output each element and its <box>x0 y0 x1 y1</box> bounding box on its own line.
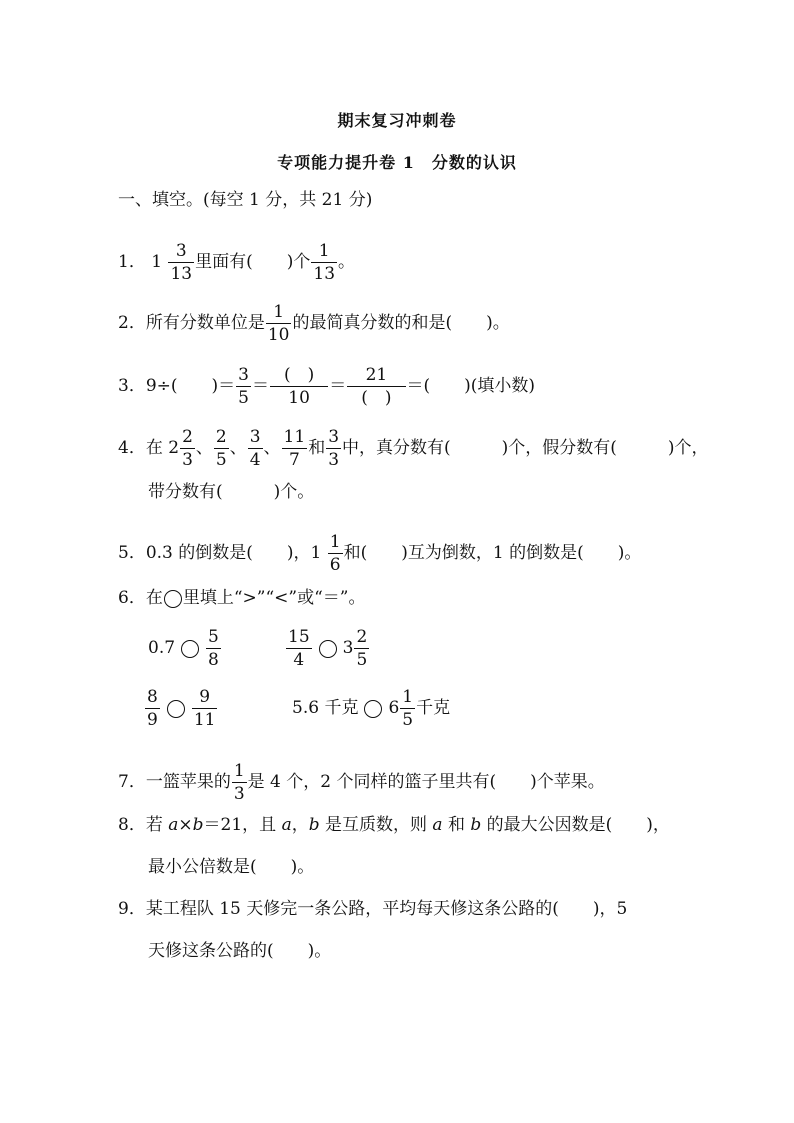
compare-item-3 <box>144 688 218 729</box>
fraction <box>206 628 221 669</box>
fraction-bar <box>311 262 337 263</box>
fraction <box>214 428 229 469</box>
question-text: 在 <box>145 438 169 458</box>
separator: 、 <box>263 438 281 458</box>
compare-circle[interactable] <box>181 640 199 658</box>
question-number: 5． <box>118 543 146 563</box>
fraction <box>270 366 328 407</box>
question-number: 6． <box>118 588 146 608</box>
numerator: 3 <box>249 427 261 447</box>
equals-sign: ＝ <box>251 376 269 396</box>
variable-b: b <box>470 815 482 835</box>
question-text: 中，真分数有( )个，假分数有( )个， <box>342 438 709 458</box>
compare-item-4 <box>292 688 450 729</box>
numerator: 11 <box>283 427 306 447</box>
whole-part: 3 <box>342 638 354 658</box>
fraction-bar <box>214 448 229 449</box>
numerator: 1 <box>329 532 341 552</box>
question-5 <box>118 533 641 574</box>
separator: 、 <box>229 438 247 458</box>
whole-part: 1 <box>151 252 163 272</box>
question-number: 9． <box>118 899 146 919</box>
equals-sign: ＝ <box>329 376 347 396</box>
question-number: 3． <box>118 376 146 396</box>
fraction-bar <box>282 448 308 449</box>
denominator: 8 <box>208 650 219 670</box>
denominator: 4 <box>293 650 305 670</box>
denominator: 6 <box>329 555 341 575</box>
variable-a: a <box>432 815 443 835</box>
question-8-continued: 最小公倍数是( )。 <box>148 857 315 877</box>
fraction <box>326 428 341 469</box>
fraction-bar <box>180 448 195 449</box>
fraction <box>347 366 405 407</box>
denominator: ( ) <box>361 388 392 408</box>
numerator: 5 <box>208 627 219 647</box>
numerator: 3 <box>328 427 340 447</box>
question-4-continued: 带分数有( )个。 <box>148 482 315 502</box>
question-text: ， <box>291 815 309 835</box>
denominator: 11 <box>193 710 216 730</box>
separator: 、 <box>195 438 213 458</box>
question-3 <box>118 366 535 407</box>
question-number: 7． <box>118 772 146 792</box>
fraction-bar <box>206 648 221 649</box>
question-number: 8． <box>118 815 146 835</box>
section-heading: 一、填空。(每空 1 分，共 21 分) <box>118 190 373 210</box>
question-text: 。 <box>338 252 356 272</box>
fraction <box>282 428 308 469</box>
question-number: 1． <box>118 252 146 272</box>
numerator: 2 <box>356 627 368 647</box>
question-text: 0.3 的倒数是( )，1 <box>145 543 327 563</box>
denominator: 3 <box>328 450 340 470</box>
numerator: ( ) <box>283 365 315 385</box>
fraction-bar <box>328 553 343 554</box>
numerator: 2 <box>182 427 193 447</box>
whole-part: 6 <box>388 698 400 718</box>
fraction <box>354 628 369 669</box>
variable-a: a <box>281 815 292 835</box>
fraction-bar <box>266 323 292 324</box>
whole-part: 2 <box>168 438 180 458</box>
question-text: 在 <box>145 588 163 608</box>
denominator: 10 <box>288 388 310 408</box>
fraction <box>266 303 292 344</box>
question-text: 和( )互为倒数，1 的倒数是( )。 <box>343 543 642 563</box>
fraction-bar <box>145 708 160 709</box>
compare-circle[interactable] <box>364 700 382 718</box>
denominator: 5 <box>356 650 368 670</box>
left-value: 5.6 千克 <box>292 698 359 718</box>
numerator: 2 <box>215 427 227 447</box>
denominator: 9 <box>147 710 158 730</box>
numerator: 3 <box>238 365 249 385</box>
fraction <box>328 533 343 574</box>
compare-item-2 <box>285 628 370 669</box>
compare-circle[interactable] <box>167 700 185 718</box>
question-9 <box>118 899 627 919</box>
variable-a: a <box>168 815 179 835</box>
fraction <box>168 242 194 283</box>
numerator: 9 <box>199 687 211 707</box>
left-value: 0.7 <box>148 638 176 658</box>
question-text: 里面有( )个 <box>195 252 311 272</box>
numerator: 21 <box>365 365 388 385</box>
fraction <box>232 762 247 803</box>
question-number: 4． <box>118 438 146 458</box>
variable-b: b <box>308 815 320 835</box>
question-number: 2． <box>118 313 146 333</box>
numerator: 8 <box>147 687 158 707</box>
fraction-bar <box>326 448 341 449</box>
fraction-bar <box>232 782 247 783</box>
fraction <box>400 688 415 729</box>
fraction <box>311 242 337 283</box>
question-text: 某工程队 15 天修完一条公路，平均每天修这条公路的( )，5 <box>145 899 628 919</box>
question-text: 的最大公因数是( )， <box>481 815 670 835</box>
question-text: 一篮苹果的 <box>145 772 231 792</box>
denominator: 13 <box>170 264 193 284</box>
compare-item-1 <box>148 628 222 669</box>
denominator: 10 <box>267 325 290 345</box>
fraction-bar <box>270 386 328 387</box>
question-text: ＝( )(填小数) <box>406 376 536 396</box>
question-text: 9÷( )＝ <box>145 376 236 396</box>
question-text: 里填上“>”“<”或“＝”。 <box>182 588 366 608</box>
fraction <box>180 428 195 469</box>
denominator: 7 <box>288 450 300 470</box>
question-8 <box>118 815 670 835</box>
circle-blank-icon <box>164 590 182 608</box>
question-text: 是 4 个，2 个同样的篮子里共有( )个苹果。 <box>247 772 605 792</box>
compare-circle[interactable] <box>319 640 337 658</box>
fraction-bar <box>400 708 415 709</box>
denominator: 5 <box>402 710 414 730</box>
numerator: 1 <box>318 241 330 261</box>
denominator: 5 <box>215 450 227 470</box>
fraction <box>286 628 312 669</box>
exam-subtitle: 专项能力提升卷 1 分数的认识 <box>277 153 517 172</box>
denominator: 13 <box>313 264 336 284</box>
question-text: 的最简真分数的和是( )。 <box>292 313 510 333</box>
numerator: 1 <box>273 302 285 322</box>
fraction-bar <box>347 386 405 387</box>
question-text: 和 <box>442 815 471 835</box>
denominator: 3 <box>233 784 245 804</box>
fraction <box>145 688 160 729</box>
question-2 <box>118 303 510 344</box>
fraction-bar <box>192 708 218 709</box>
variable-b: b <box>192 815 204 835</box>
fraction <box>236 366 251 407</box>
denominator: 4 <box>249 450 261 470</box>
question-text: 是互质数，则 <box>319 815 433 835</box>
numerator: 1 <box>402 687 414 707</box>
fraction <box>248 428 263 469</box>
fraction-bar <box>286 648 312 649</box>
question-text: 所有分数单位是 <box>145 313 265 333</box>
fraction-bar <box>168 262 194 263</box>
question-6 <box>118 588 365 608</box>
times-sign: × <box>178 815 193 835</box>
numerator: 3 <box>175 241 187 261</box>
fraction-bar <box>248 448 263 449</box>
question-9-continued: 天修这条公路的( )。 <box>148 941 332 961</box>
denominator: 5 <box>238 388 249 408</box>
unit-label: 千克 <box>416 698 451 718</box>
fraction <box>192 688 218 729</box>
exam-title: 期末复习冲刺卷 <box>337 111 457 130</box>
numerator: 1 <box>233 761 245 781</box>
denominator: 3 <box>182 450 193 470</box>
question-text: ＝21，且 <box>203 815 282 835</box>
fraction-bar <box>236 386 251 387</box>
question-text: 和 <box>308 438 326 458</box>
numerator: 15 <box>288 627 310 647</box>
question-7 <box>118 762 605 803</box>
question-1 <box>118 242 355 283</box>
question-4 <box>118 428 709 469</box>
question-text: 若 <box>145 815 169 835</box>
fraction-bar <box>354 648 369 649</box>
